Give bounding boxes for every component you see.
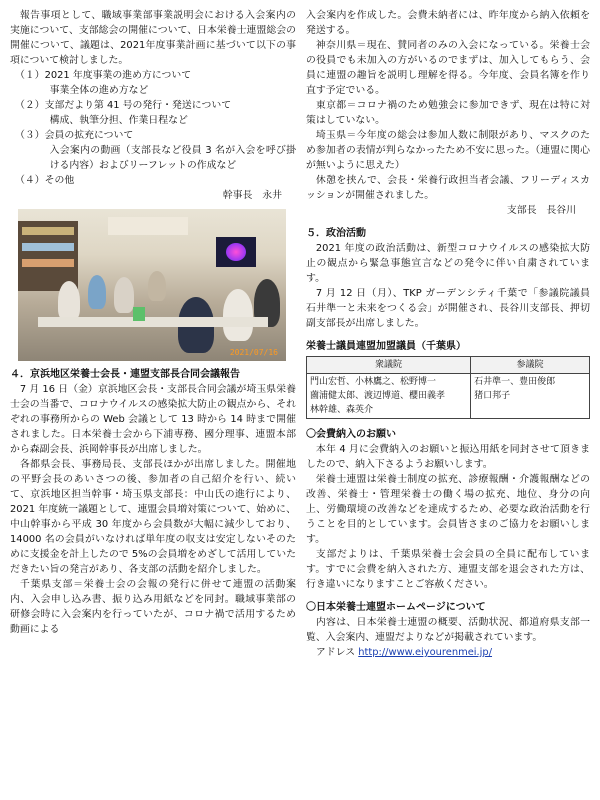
report-items [10,68,296,188]
report-item-2-detail: 構成、執筆分担、作業日程など [49,115,188,126]
item-title: その他 [44,175,75,186]
homepage-url-link[interactable]: http://www.eiyourenmei.jp/ [358,647,493,658]
address-label: アドレス [315,647,356,658]
section4-cont-paragraph-1: 入会案内を作成した。会費未納者には、昨年度から納入依頼を発送する。 [306,10,590,36]
item-title: 支部だより第 41 号の発行・発送について [44,100,232,111]
report-signer: 幹事長 永井 [222,190,282,201]
report-intro: 報告事項として、職域事業部事業説明会における入会案内の実施について、支部総会の開催について、日本栄養士連盟総会の開催について、議題は、2021年度事業計画に基づいて以下の事項について検討しました。 [10,10,296,66]
left-column [10,8,296,637]
members-table [306,356,590,419]
item-number: （３） [14,130,45,141]
homepage-heading: 〇日本栄養士連盟ホームページについて [306,602,486,613]
homepage-address [306,645,590,660]
section4-heading: ４．京浜地区栄養士会長・連盟支部長合同会議報告 [10,369,240,380]
report-item-1-detail: 事業全体の進め方など [49,85,149,96]
section4-paragraph-1: 7 月 16 日（金）京浜地区会長・支部長合同会議が埼玉県栄養士会の当番で、コロナウイルスの感染拡大防止の観点から、それぞれの事務所からの Web 会議として 13 時から 14 時まで開催されました。日本栄養士会から下浦専務、國分理事、連盟本部から森副会長、浜岡幹事長が出席しました。 [10,384,296,455]
members-col-sangiin: 参議院 [471,357,590,374]
homepage-paragraph-1: 内容は、日本栄養士連盟の概要、活動状況、都道府県支部一覧、入会案内、連盟だよりなどが掲載されています。 [306,617,590,643]
section5-heading: ５．政治活動 [306,228,366,239]
fees-paragraph-2: 栄養士連盟は栄養士制度の拡充、診療報酬・介護報酬などの改善、栄養士・管理栄養士の働く場の拡充、地位、身分の向上、労働環境の改善などを達成するため、必要な政治活動を行うことを目的としています。会員皆さまのご協力をお願いします。 [306,474,590,545]
report-item-3 [10,128,296,143]
item-title: 会員の拡充について [44,130,134,141]
fees-heading: 〇会費納入のお願い [306,429,396,440]
section5-paragraph-1: 2021 年度の政治活動は、新型コロナウイルスの感染拡大防止の観点から緊急事態宣言などの発令に伴い自粛されています。 [306,243,590,284]
section4-cont-paragraph-4: 埼玉県＝今年度の総会は参加人数に制限があり、マスクのため参加者の表情が判らなかったため不安に思った。（連盟に関心が無いように思えた） [306,130,590,171]
item-number: （４） [14,175,45,186]
members-col-shugiin: 衆議院 [307,357,471,374]
section4-cont-paragraph-2: 神奈川県＝現在、賛同者のみの入会になっている。栄養士会の役員でも未加入の方がいるのでまずは、加入してもらう、会員に連盟の趣旨を説明し理解を得る。今年度、会員名簿を作り直す予定でいる。 [306,40,590,96]
meeting-photo [18,209,286,361]
section4-cont-paragraph-5: 休憩を挟んで、会長・栄養行政担当者会議、フリーディスカッションが開催されました。 [306,175,590,201]
report-item-3-detail: 入会案内の動画（支部長など役員 3 名が入会を呼び掛ける内容）およびリーフレットの作成など [49,145,296,171]
fees-paragraph-1: 本年 4 月に会費納入のお願いと振込用紙を同封させて頂きましたので、納入下さるようお願いします。 [306,444,590,470]
fees-paragraph-3: 支部だよりは、千葉県栄養士会会員の全員に配布しています。すでに会費を納入された方、連盟支部を退会された方は、行き違いになりますことご容赦ください。 [306,549,590,590]
item-number: （２） [14,100,45,111]
report-item-4 [10,173,296,188]
members-shugiin-names: 門山宏哲、小林鷹之、松野博一 薗浦健太郎、渡辺博道、櫻田義孝 林幹雄、森英介 [307,374,471,419]
item-number: （１） [14,70,45,81]
report-item-2 [10,98,296,113]
section4-signer: 支部長 長谷川 [506,205,576,216]
section4-cont-paragraph-3: 東京都＝コロナ禍のため勉強会に参加できず、現在は特に対策はしていない。 [306,100,590,126]
members-sangiin-names: 石井準一、豊田俊郎 猪口邦子 [471,374,590,419]
right-column [306,8,600,660]
section4-paragraph-2: 各都県会長、事務局長、支部長ほかが出席しました。開催地の平野会長のあいさつの後、参加者の自己紹介を行い、続いて、京浜地区担当幹事・埼玉県支部長：中山氏の進行により、2021 年度統一議題として、連盟会員増対策について、始めに、中山幹事から平成 30 年度から会員数が大幅に減少しており、14000 名の会員がいなければ単年度の収支は安定しないそのために支援金を計上したので 5%の会員増をめざして活用していただきたい旨の発言があり、各支部の活動を紹介しました。 [10,459,296,575]
section4-paragraph-3: 千葉県支部＝栄養士会の会報の発行に併せて連盟の活動案内、入会申し込み書、振り込み用紙などを同封。職域事業部の研修会時に入会案内を行っていたが、コロナ禍で活用するため動画による [10,579,296,635]
members-heading: 栄養士議員連盟加盟議員（千葉県） [306,341,466,352]
section5-paragraph-2: 7 月 12 日（月）、TKP ガーデンシティ千葉で「参議院議員 石井準一と未来をつくる会」が開催され、長谷川支部長、押切副支部長が出席しました。 [306,288,600,329]
report-item-1 [10,68,296,83]
photo-timestamp: 2021/07/16 [229,348,278,357]
item-title: 2021 年度事業の進め方について [44,70,192,81]
